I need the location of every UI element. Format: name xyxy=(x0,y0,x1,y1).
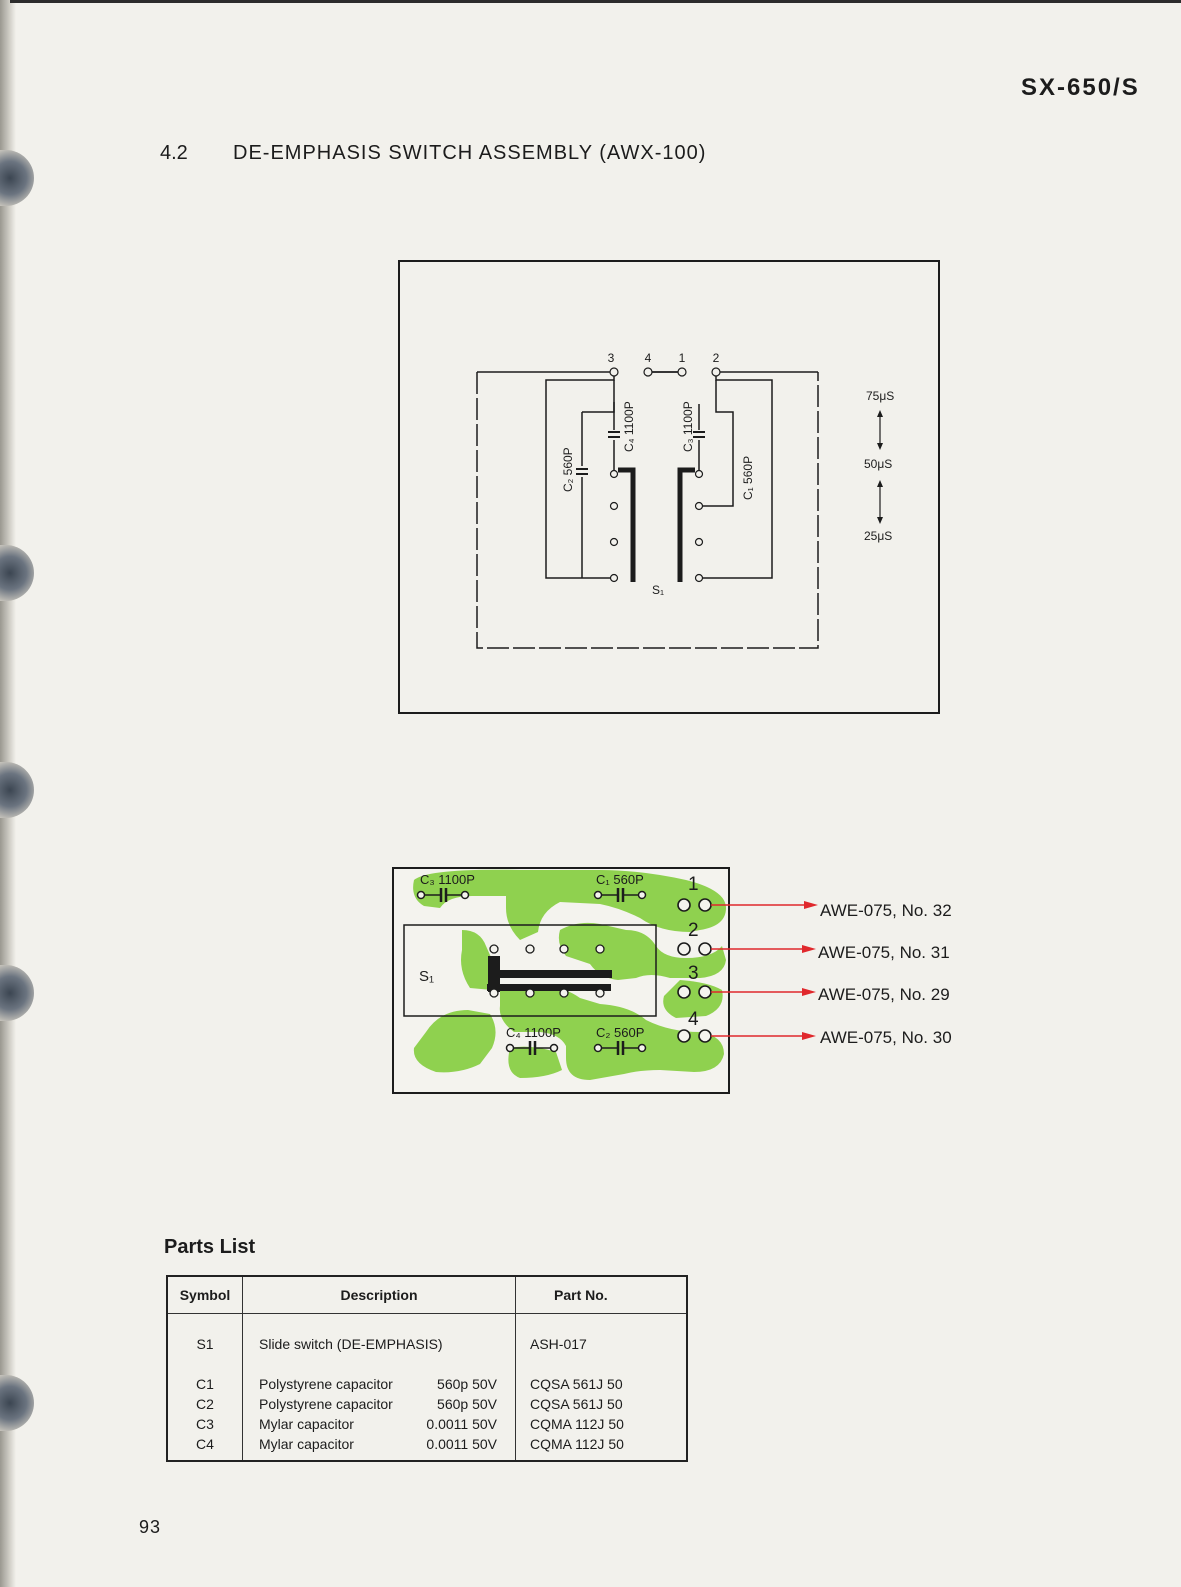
pad-number: 3 xyxy=(688,963,699,984)
description-cell: Slide switch (DE-EMPHASIS) xyxy=(243,1334,516,1354)
switch-label: S₁ xyxy=(652,583,665,597)
model-number: SX-650/S xyxy=(1021,74,1140,101)
part-number-cell: CQMA 112J 50 xyxy=(530,1416,624,1432)
capacitor-label: C₂ 560P xyxy=(561,447,575,492)
capacitor-label: C₁ 560P xyxy=(596,872,644,887)
pad-number: 1 xyxy=(688,874,699,895)
parts-list-heading: Parts List xyxy=(164,1236,256,1258)
table-row xyxy=(167,1414,687,1434)
table-row xyxy=(167,1374,687,1394)
schematic-diagram xyxy=(0,0,1181,760)
symbol-cell: C1 xyxy=(167,1374,243,1394)
binder-ring xyxy=(0,1375,34,1431)
column-header: Symbol xyxy=(167,1276,243,1314)
position-label: 75μS xyxy=(866,389,895,403)
connection-label: AWE-075, No. 30 xyxy=(820,1028,952,1047)
value-cell: 0.0011 50V xyxy=(426,1416,497,1432)
part-number-cell: CQSA 561J 50 xyxy=(530,1376,623,1392)
table-row xyxy=(167,1434,687,1454)
capacitor-label: C₂ 560P xyxy=(596,1025,645,1040)
pad-number: 4 xyxy=(688,1009,699,1030)
part-number-cell: CQMA 112J 50 xyxy=(530,1436,624,1452)
column-header: Part No. xyxy=(516,1276,688,1314)
capacitor-label: C₄ 1100P xyxy=(622,401,636,452)
description-cell: Polystyrene capacitor xyxy=(259,1396,393,1412)
switch-label: S₁ xyxy=(419,968,435,985)
connection-label: AWE-075, No. 32 xyxy=(820,901,952,920)
terminal-label: 2 xyxy=(712,351,720,365)
capacitor-label: C₁ 560P xyxy=(741,455,755,500)
description-cell: Mylar capacitor xyxy=(259,1436,354,1452)
connection-label: AWE-075, No. 29 xyxy=(818,985,950,1004)
page-number: 93 xyxy=(139,1517,162,1537)
description-cell: Mylar capacitor xyxy=(259,1416,354,1432)
symbol-cell: C3 xyxy=(167,1414,243,1434)
binder-ring xyxy=(0,762,34,818)
symbol-cell: C4 xyxy=(167,1434,243,1454)
capacitor-label: C₃ 1100P xyxy=(681,401,695,452)
value-cell: 0.0011 50V xyxy=(426,1436,497,1452)
pad-number: 2 xyxy=(688,920,699,941)
table-header-row xyxy=(167,1276,687,1314)
terminal-label: 3 xyxy=(607,351,615,365)
part-number-cell: ASH-017 xyxy=(530,1336,587,1352)
section-title: DE-EMPHASIS SWITCH ASSEMBLY (AWX-100) xyxy=(233,142,707,164)
capacitor-label: C₃ 1100P xyxy=(420,872,475,887)
position-label: 25μS xyxy=(864,529,893,543)
position-label: 50μS xyxy=(864,457,893,471)
table-row xyxy=(167,1394,687,1414)
pcb-diagram xyxy=(0,860,1181,1100)
terminal-label: 4 xyxy=(644,351,652,365)
section-number: 4.2 xyxy=(160,142,188,164)
column-header: Description xyxy=(243,1276,516,1314)
symbol-cell: S1 xyxy=(167,1334,243,1354)
description-cell: Polystyrene capacitor xyxy=(259,1376,393,1392)
parts-table xyxy=(166,1275,688,1462)
capacitor-label: C₄ 1100P xyxy=(506,1025,561,1040)
part-number-cell: CQSA 561J 50 xyxy=(530,1396,623,1412)
value-cell: 560p 50V xyxy=(437,1396,497,1412)
symbol-cell: C2 xyxy=(167,1394,243,1414)
terminal-label: 1 xyxy=(678,351,686,365)
table-row xyxy=(167,1334,687,1354)
connection-label: AWE-075, No. 31 xyxy=(818,943,950,962)
value-cell: 560p 50V xyxy=(437,1376,497,1392)
